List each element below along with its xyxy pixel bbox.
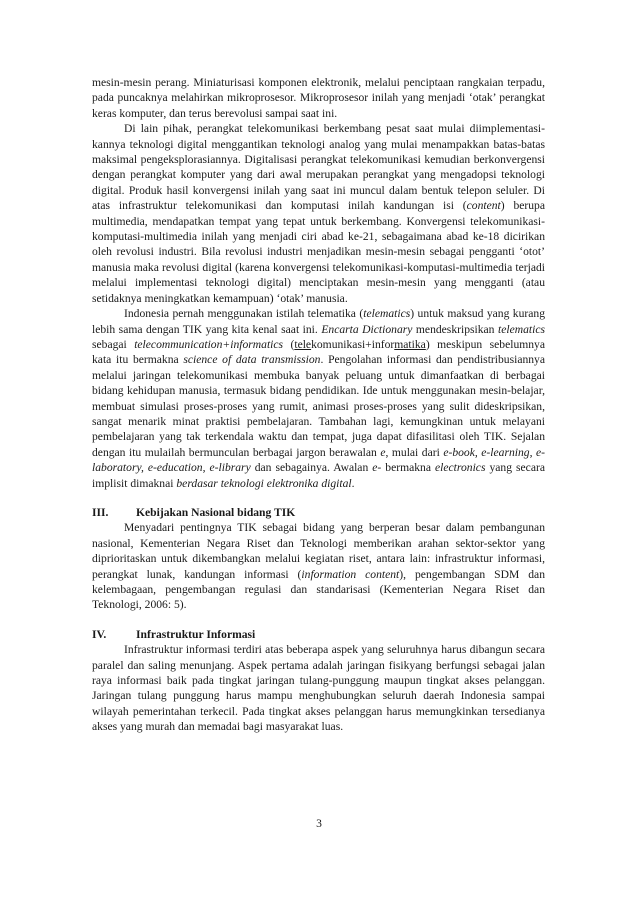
term-information-content: information content: [301, 567, 400, 581]
section-4-paragraph: [92, 642, 545, 734]
term-content: content: [466, 199, 501, 213]
p3-text-b: ) untuk maksud yang kurang lebih sama dengan TIK yang kita kenal saat ini.: [92, 307, 545, 336]
p2-text-a: Di lain pihak, perangkat telekomunikasi berkembang pesat saat mulai diimplementasi-kannya teknologi digital menggantikan teknologi analog yang mulai menampakkan batas-batas maksimal pengeksplorasiannya. Digitalisasi perangkat telekomunikasi kemudian berkonvergensi dengan perangkat komputer yang dari awal merupakan perangkat yang mengadopsi teknologi digital. Produk hasil konvergensi inilah yang saat ini muncul dalam bentuk telepon seluler. Di atas infrastruktur telekomunikasi dan komputasi inilah kandungan isi (: [92, 122, 545, 213]
term-e: e: [380, 445, 386, 459]
paragraph-1-text: mesin-mesin perang. Miniaturisasi komponen elektronik, melalui penciptaan rangkaian terpadu, pada puncaknya melahirkan mikroprosesor. Mikroprosesor inilah yang menjadi ‘otak’ perangkat keras komputer, dan terus berevolusi sampai saat ini.: [92, 76, 545, 120]
term-e-list: e-book, e-learning, e-laboratory, e-education, e-library: [92, 445, 545, 475]
p3-text-d: sebagai: [92, 337, 135, 351]
section-3-paragraph: [92, 520, 545, 612]
section-4-heading: [92, 627, 545, 642]
term-electronics: electronics: [435, 461, 486, 475]
section-3-title: Kebijakan Nasional bidang TIK: [136, 505, 296, 519]
s3-text-b: ), pengembangan SDM dan kelembagaan, pengembangan regulasi dan standarisasi (Kementerian Negara Riset dan Teknologi, 2006: 5).: [92, 567, 546, 612]
p3-text-e: (: [283, 337, 295, 351]
p3-text-h: . Pengolahan informasi dan pendistribusiannya melalui jaringan telekomunikasi membuka banyak peluang untuk dimanfaatkan di berbagai bidang kehidupan manusia, termasuk bidang pendidikan. Ide untuk menggunakan mesin-belajar, membuat simulasi proses-proses yang rumit, animasi proses-proses yang sulit dideskripsikan, sangat menarik minat praktisi pembelajaran. Tambahan lagi, kemungkinan untuk melayani pembelajaran yang tak terkendala waktu dan tempat, juga dapat difasilitasi oleh TIK. Sejalan dengan itu mulailah bermunculan berbagai jargon berawalan: [92, 353, 546, 459]
underline-matika: matika: [394, 337, 426, 351]
document-page: [92, 75, 545, 735]
p3-text-i: , mulai dari: [385, 445, 444, 459]
p3-text-c: mendeskripsikan: [412, 322, 498, 336]
term-encarta: Encarta Dictionary: [321, 322, 413, 336]
paragraph-1: [92, 75, 545, 121]
term-berdasar: berdasar teknologi elektronika digital: [176, 476, 352, 490]
page-number: 3: [316, 817, 322, 830]
p3-text-m: .: [351, 476, 355, 490]
paragraph-3: [92, 306, 545, 491]
term-e-prefix: e-: [372, 461, 382, 475]
p3-text-k: bermakna: [381, 461, 436, 475]
p2-text-b: ) berupa multimedia, mendapatkan tempat yang tepat untuk berkembang. Konvergensi telekomunikasi-komputasi-multimedia inilah yang menjadi ciri abad ke-21, sebagaimana abad ke-18 dicirikan oleh revolusi industri. Bila revolusi industri menjadikan mesin-mesin sebagai pengganti ‘otot’ manusia maka revolusi digital (karena konvergensi telekomunikasi-komputasi-multimedia terjadi melalui implementasi teknologi digital) menciptakan mesin-mesin yang mengganti (atau setidaknya meningkatkan kemampuan) ‘otak’ manusia.: [92, 199, 545, 305]
p3-text-l: yang secara implisit dimaknai: [92, 461, 545, 490]
term-telematics-2: telematics: [497, 322, 545, 336]
term-telematics: telematics: [363, 307, 411, 321]
s4-text: Infrastruktur informasi terdiri atas beberapa aspek yang seluruhnya harus dibangun secara paralel dan saling menunjang. Aspek pertama adalah jaringan fisikyang berfungsi sebagai jalan raya informasi baik pada tingkat jaringan tulang-punggung maupun tingkat akses pelanggan. Jaringan tulang punggung harus mampu menghubungkan seluruh daerah Indonesia sampai wilayah pemerintahan terkecil. Pada tingkat akses pelanggan harus memungkinkan tersedianya akses yang murah dan memadai bagi masyarakat luas.: [92, 643, 545, 734]
paragraph-2: [92, 121, 545, 306]
underline-tele: tele: [294, 337, 312, 351]
s3-text-a: Menyadari pentingnya TIK sebagai bidang yang berperan besar dalam pembangunan nasional, Kementerian Negara Riset dan Teknologi memberikan arahan sektor-sektor yang diprioritaskan untuk dikembangkan melalui kegiatan riset, antara lain: infrastruktur informasi, perangkat lunak, kandungan informasi (: [92, 521, 545, 581]
section-3-number: III.: [92, 505, 109, 519]
section-3-heading: [92, 505, 545, 520]
p3-text-g: ) meskipun sebelumnya kata itu bermakna: [92, 337, 545, 367]
term-science: science of data transmission: [183, 353, 321, 367]
section-4-number: IV.: [92, 627, 107, 641]
term-telecom-informatics: telecommunication+informatics: [134, 337, 284, 351]
section-4-title: Infrastruktur Informasi: [136, 627, 256, 641]
p3-text-j: dan sebagainya. Awalan: [250, 461, 373, 475]
p3-text-f: komunikasi+infor: [311, 337, 395, 351]
p3-text-a: Indonesia pernah menggunakan istilah telematika (: [124, 307, 364, 321]
